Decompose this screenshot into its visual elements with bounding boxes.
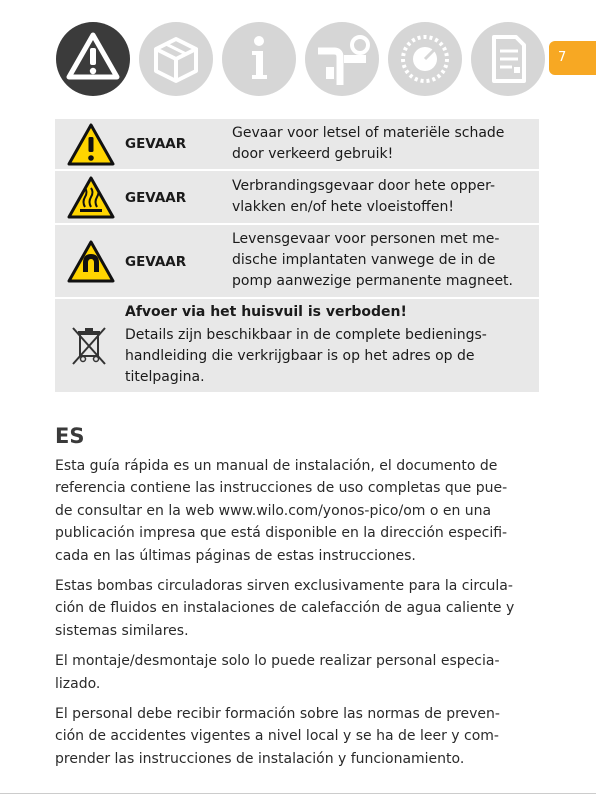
paragraph	[55, 455, 541, 567]
text-line: ción de accidentes vigentes a nivel local y se ha de leer y com-	[55, 728, 499, 745]
disposal-text-line: handleiding die verkrijgbaar is op het adres op de	[125, 348, 475, 364]
warning-label: GEVAAR	[125, 190, 187, 206]
text-line: El montaje/desmontaje solo lo puede realizar personal especia-	[55, 653, 500, 670]
warning-text-line: Levensgevaar voor personen met me-	[232, 231, 500, 247]
paragraph	[55, 703, 541, 770]
warning-text-line: pomp aanwezige permanente magneet.	[232, 273, 513, 289]
page-number-tab: 7	[549, 41, 596, 75]
info-icon	[221, 21, 297, 97]
dial-icon	[387, 21, 463, 97]
warning-row	[55, 171, 539, 225]
warning-text-line: door verkeerd gebruik!	[232, 146, 394, 162]
paragraph	[55, 650, 541, 695]
warning-label: GEVAAR	[125, 136, 187, 152]
text-line: Esta guía rápida es un manual de instalación, el documento de	[55, 458, 498, 474]
pipe-wrench-icon	[304, 21, 380, 97]
text-line: ción de fluidos en instalaciones de calefacción de agua caliente y	[55, 600, 515, 617]
document-icon	[470, 21, 546, 97]
warning-text	[232, 229, 531, 292]
package-icon	[138, 21, 214, 97]
magnet-warning-icon	[67, 239, 115, 285]
header-icon-row	[55, 21, 535, 99]
warning-text	[232, 123, 531, 165]
disposal-title: Afvoer via het huisvuil is verboden!	[125, 304, 407, 320]
warning-icon	[55, 21, 131, 97]
disposal-text-line: Details zijn beschikbaar in de complete bedienings-	[125, 327, 487, 343]
paragraph	[55, 575, 541, 642]
text-line: El personal debe recibir formación sobre las normas de preven-	[55, 706, 500, 723]
text-line: Estas bombas circuladoras sirven exclusivamente para la circula-	[55, 578, 513, 595]
warning-label: GEVAAR	[125, 254, 187, 270]
crossed-bin-icon	[69, 324, 117, 368]
warning-text-line: vlakken en/of hete vloeistoffen!	[232, 199, 454, 215]
safety-notice-table	[55, 119, 539, 392]
warning-text	[232, 176, 531, 218]
disposal-text	[125, 325, 531, 388]
warning-row	[55, 225, 539, 299]
text-line: prender las instrucciones de instalación y funcionamiento.	[55, 750, 465, 767]
disposal-row	[55, 299, 539, 392]
disposal-text-line: titelpagina.	[125, 369, 205, 385]
text-line: publicación impresa que está disponible en la dirección especifi-	[55, 525, 508, 542]
text-line: de consultar en la web www.wilo.com/yonos-pico/om o en una	[55, 502, 492, 519]
text-line: referencia contiene las instrucciones de uso completas que pue-	[55, 480, 508, 497]
text-line: cada en las últimas páginas de estas instrucciones.	[55, 547, 416, 564]
hot-surface-warning-icon	[67, 175, 115, 221]
warning-text-line: Verbrandingsgevaar door hete opper-	[232, 178, 496, 194]
footer-rule	[0, 793, 596, 794]
warning-text-line: Gevaar voor letsel of materiële schade	[232, 125, 505, 141]
section-body	[55, 455, 541, 778]
warning-text-line: dische implantaten vanwege de in de	[232, 252, 496, 268]
text-line: lizado.	[55, 675, 101, 692]
text-line: sistemas similares.	[55, 622, 189, 639]
section-heading: ES	[55, 424, 85, 448]
warning-row	[55, 119, 539, 171]
exclamation-warning-icon	[67, 122, 115, 168]
